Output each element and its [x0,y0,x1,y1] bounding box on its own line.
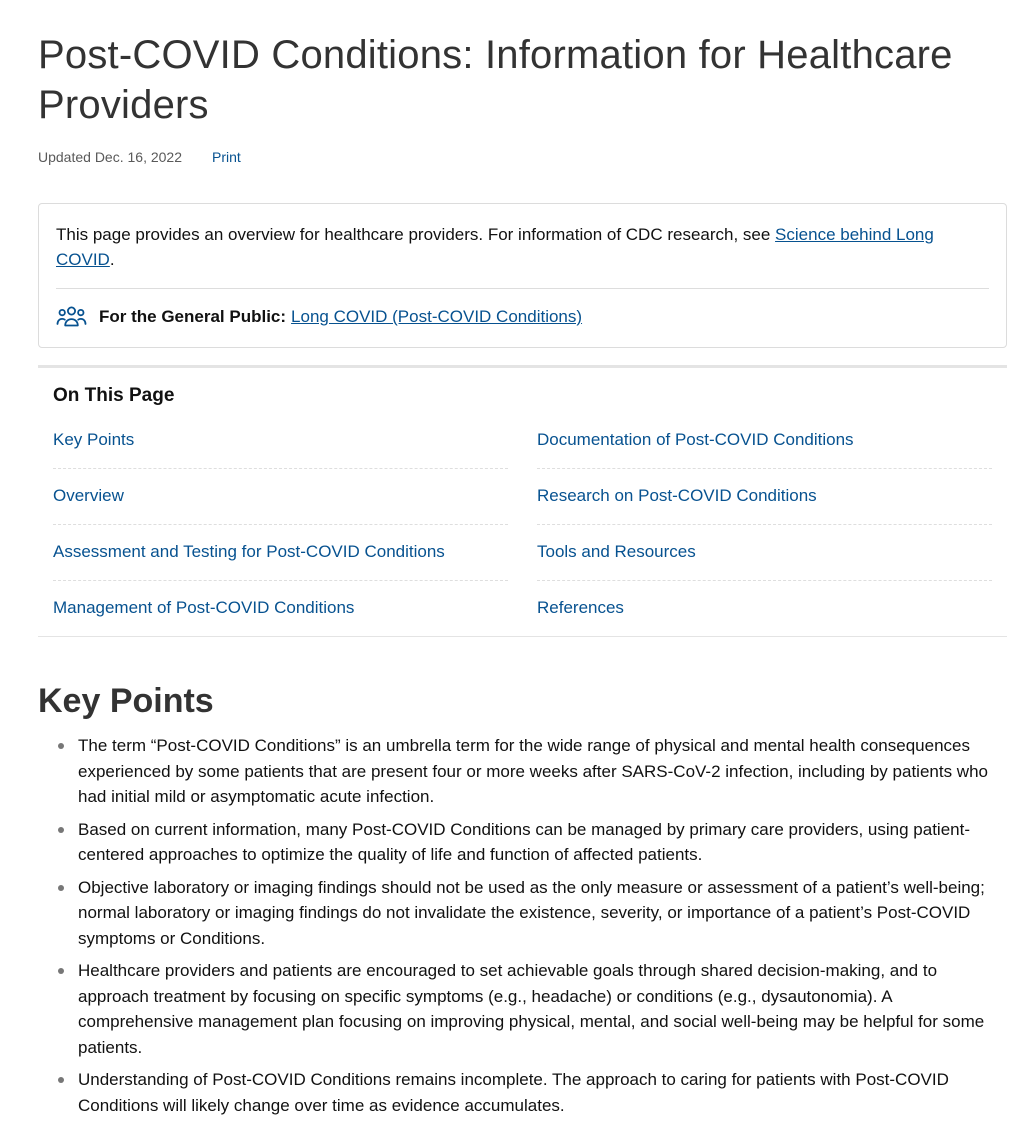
list-item: Based on current information, many Post-COVID Conditions can be managed by primary care providers, using patient-centered approaches to optimize the quality of life and function of affected patients. [78,817,1007,868]
general-public-lead: For the General Public: [99,307,287,326]
page-content [38,0,1007,1125]
list-item: The term “Post-COVID Conditions” is an umbrella term for the wide range of physical and mental health consequences experienced by some patients that are present four or more weeks after SARS-CoV-2 infection, including by patients who had initial mild or asymptomatic acute infection. [78,733,1007,810]
page-meta [38,148,1007,166]
info-intro-end: . [109,250,115,269]
otp-link-overview[interactable]: Overview [53,469,508,525]
list-item: Objective laboratory or imaging findings should not be used as the only measure or assessment of a patient’s well-being; normal laboratory or imaging findings do not invalidate the existence, severity, or importance of a patient’s Post-COVID symptoms or Conditions. [78,875,1007,952]
updated-date: Updated Dec. 16, 2022 [38,149,182,165]
otp-link-management[interactable]: Management of Post-COVID Conditions [53,598,355,617]
list-item: Healthcare providers and patients are encouraged to set achievable goals through shared decision-making, and to approach treatment by focusing on specific symptoms (e.g., headache) or conditions (e.g., dysautonomia). A comprehensive management plan focusing on improving physical, mental, and social well-being may be helpful for some patients. [78,958,1007,1060]
key-points-list [38,733,1007,1118]
print-link[interactable]: Print [212,149,241,165]
on-this-page-column-left [53,413,508,636]
info-callout [38,203,1007,348]
on-this-page-column-right [537,413,992,636]
people-group-icon [56,305,87,329]
key-points-heading: Key Points [38,682,214,720]
key-points-section [38,681,1007,1118]
otp-link-references[interactable]: References [537,598,624,617]
on-this-page-grid [53,413,992,636]
long-covid-public-link[interactable]: Long COVID (Post-COVID Conditions) [291,307,583,326]
otp-link-assessment-testing[interactable]: Assessment and Testing for Post-COVID Conditions [53,525,508,581]
otp-link-key-points[interactable]: Key Points [53,413,508,469]
science-behind-long-covid-link[interactable]: Science behind Long COVID [56,225,934,269]
info-intro-text: This page provides an overview for healthcare providers. For information of CDC research, see [56,225,776,244]
on-this-page-heading: On This Page [53,385,175,406]
otp-link-tools-resources[interactable]: Tools and Resources [537,525,992,581]
on-this-page-nav [38,365,1007,637]
info-divider [56,288,989,289]
info-intro [56,222,989,272]
page-title: Post-COVID Conditions: Information for Healthcare Providers [38,33,953,127]
otp-link-documentation[interactable]: Documentation of Post-COVID Conditions [537,413,992,469]
list-item: Understanding of Post-COVID Conditions remains incomplete. The approach to caring for patients with Post-COVID Conditions will likely change over time as evidence accumulates. [78,1067,1007,1118]
otp-link-research[interactable]: Research on Post-COVID Conditions [537,469,992,525]
general-public-row [56,305,989,329]
